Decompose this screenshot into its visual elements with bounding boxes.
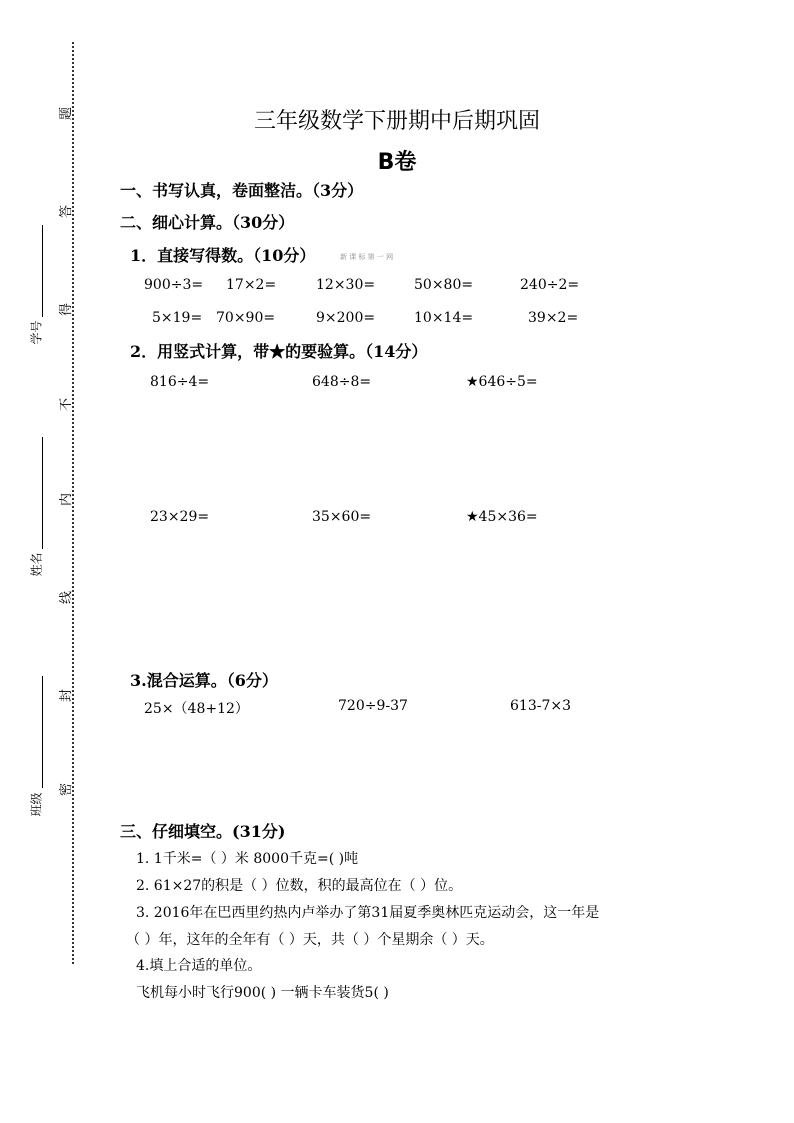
class-blank[interactable] [42,676,43,788]
oral-problem: 12×30= [316,277,376,293]
fill-question-3-cont: （ ）年，这年的全年有（ ）天，共（ ）个星期余（ ）天。 [126,932,494,948]
student-id-blank[interactable] [42,225,43,317]
seal-char-1: 题 [59,106,75,121]
part-1-heading: 1．直接写得数。（10分） [130,246,316,265]
section-1-heading: 一、书写认真，卷面整洁。（3分） [120,181,364,200]
seal-char-6: 线 [59,590,75,605]
oral-problem: 9×200= [316,310,376,326]
oral-problem: 39×2= [528,310,579,326]
oral-problem: 70×90= [216,310,276,326]
mixed-problem: 613-7×3 [510,698,571,714]
fill-question-2: 2. 61×27的积是（ ）位数，积的最高位在（ ）位。 [136,878,463,894]
seal-char-5: 内 [59,492,75,507]
oral-problem: 50×80= [414,277,474,293]
vertical-problem: 35×60= [312,509,372,525]
page-title: 三年级数学下册期中后期巩固 [253,109,540,134]
fill-question-4-items: 飞机每小时飞行900( ) 一辆卡车装货5( ) [136,985,389,1001]
page-subtitle: B卷 [377,150,417,175]
vertical-problem: 648÷8= [312,374,372,390]
oral-problem: 10×14= [414,310,474,326]
seal-char-4: 不 [59,397,75,412]
vertical-problem: ★45×36= [466,509,538,525]
vertical-problem: 23×29= [150,509,210,525]
oral-problem: 5×19= [152,310,203,326]
name-blank[interactable] [42,437,43,549]
vertical-problem: 816÷4= [150,374,210,390]
oral-problem: 900÷3= [144,277,204,293]
part-2-heading: 2．用竖式计算，带★的要验算。（14分） [130,342,428,361]
seal-char-8: 密 [59,782,75,797]
student-id-label: 学号 [29,320,44,345]
seal-char-7: 封 [59,688,75,703]
fill-question-3: 3. 2016年在巴西里约热内卢举办了第31届夏季奥林匹克运动会，这一年是 [136,905,600,921]
fill-question-1: 1. 1千米=（ ）米 8000千克=( )吨 [136,851,359,867]
seal-char-2: 答 [59,204,75,219]
watermark-text: 新 课 标 第 一 网 [340,253,394,261]
part-3-heading: 3.混合运算。（6分） [130,671,278,690]
section-3-heading: 三、仔细填空。(31分) [120,822,286,841]
seal-char-3: 得 [59,302,75,317]
oral-problem: 17×2= [226,277,277,293]
mixed-problem: 720÷9-37 [338,698,408,714]
oral-problem: 240÷2= [520,277,580,293]
section-2-heading: 二、细心计算。（30分） [120,213,295,232]
fill-question-4: 4.填上合适的单位。 [136,958,262,974]
name-label: 姓名 [29,552,44,577]
mixed-problem: 25×（48+12） [144,701,249,717]
vertical-problem: ★646÷5= [466,374,538,390]
class-label: 班级 [29,792,44,817]
